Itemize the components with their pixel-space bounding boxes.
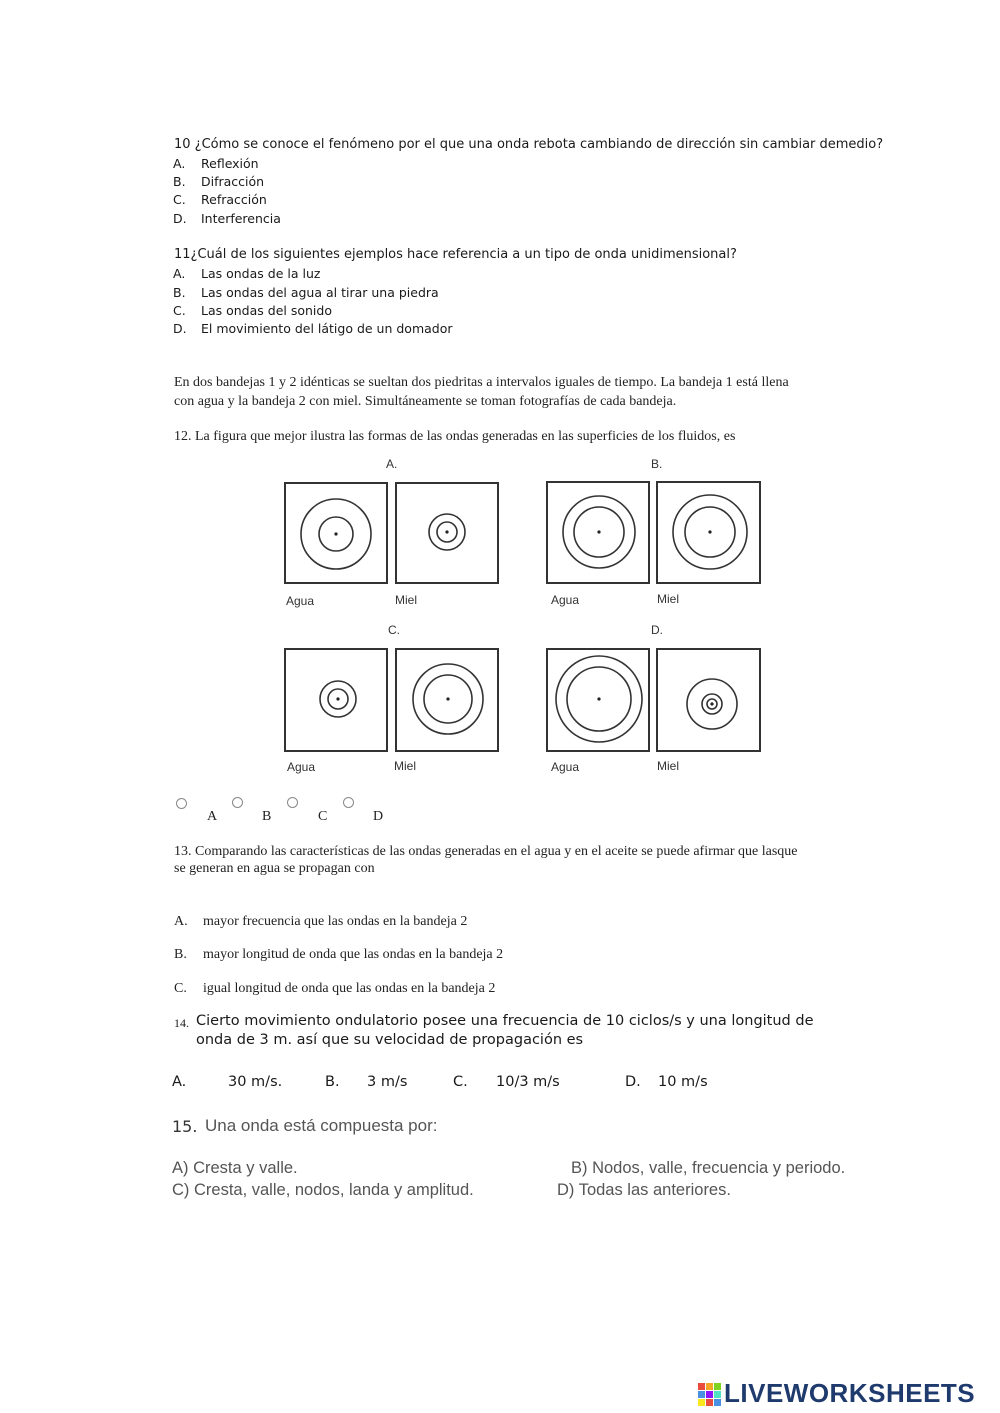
figure-a-honey-waves	[397, 484, 497, 582]
q13-option-c: C. igual longitud de onda que las ondas en la bandeja 2	[174, 981, 496, 996]
figure-d-honey-label: Miel	[657, 759, 680, 773]
q15-option-c: C) Cresta, valle, nodos, landa y amplitud.	[172, 1181, 474, 1199]
q14-option-c-text: 10/3 m/s	[496, 1074, 560, 1090]
figure-b-water-tray	[546, 481, 650, 584]
figure-a-honey-tray	[395, 482, 499, 584]
figure-c-honey-label: Miel	[394, 759, 417, 773]
q10-question: 10 ¿Cómo se conoce el fenómeno por el que una onda rebota cambiando de dirección sin cambiar demedio?	[174, 137, 884, 152]
figure-d-honey-tray	[656, 648, 761, 752]
figure-c-water-waves	[286, 650, 386, 750]
q14-question-line-2: onda de 3 m. así que su velocidad de propagación es	[196, 1032, 584, 1048]
figure-c-water-tray	[284, 648, 388, 752]
q13-question-line-1: 13. Comparando las características de las ondas generadas en el agua y en el aceite se puede afirmar que lasque	[174, 844, 798, 859]
q14-option-a-letter: A.	[172, 1074, 187, 1090]
q12-choice-b: B	[262, 809, 272, 824]
q13-question-line-2: se generan en agua se propagan con	[174, 861, 375, 876]
figure-b-honey-waves	[658, 483, 759, 582]
figure-d-water-waves	[548, 650, 648, 750]
figure-d-honey-waves	[658, 650, 759, 750]
q12-radio-a[interactable]	[176, 798, 187, 809]
q15-option-a: A) Cresta y valle.	[172, 1159, 298, 1177]
figure-d-water-tray	[546, 648, 650, 752]
figure-a-water-tray	[284, 482, 388, 584]
liveworksheets-brand: LIVEWORKSHEETS	[724, 1378, 976, 1408]
q12-choice-c: C	[318, 809, 328, 824]
q14-number: 14.	[174, 1016, 189, 1030]
context-line-1: En dos bandejas 1 y 2 idénticas se sueltan dos piedritas a intervalos iguales de tiempo. La bandeja 1 está llena	[174, 375, 789, 390]
q13-option-a: A. mayor frecuencia que las ondas en la bandeja 2	[174, 914, 468, 929]
q15-option-d: D) Todas las anteriores.	[557, 1181, 731, 1199]
q12-choice-a: A	[207, 809, 218, 824]
liveworksheets-logo-icon	[698, 1383, 722, 1407]
q14-option-b-letter: B.	[325, 1074, 340, 1090]
q12-radio-d[interactable]	[343, 797, 354, 808]
q12-choice-d: D	[373, 809, 384, 824]
figure-b-water-waves	[548, 483, 648, 582]
figure-c-honey-waves	[397, 650, 497, 750]
q12-radio-b[interactable]	[232, 797, 243, 808]
figure-c-honey-tray	[395, 648, 499, 752]
figure-a-label: A.	[386, 457, 398, 471]
figure-b-water-label: Agua	[551, 593, 580, 607]
q14-question-line-1: Cierto movimiento ondulatorio posee una frecuencia de 10 ciclos/s y una longitud de	[196, 1013, 814, 1029]
q14-option-c-letter: C.	[453, 1074, 468, 1090]
figure-c-water-label: Agua	[287, 760, 316, 774]
q14-option-d-text: 10 m/s	[658, 1074, 708, 1090]
figure-b-honey-tray	[656, 481, 761, 584]
figure-a-honey-label: Miel	[395, 593, 418, 607]
q12-radio-c[interactable]	[287, 797, 298, 808]
figure-c-label: C.	[388, 623, 400, 637]
q11-question: 11¿Cuál de los siguientes ejemplos hace referencia a un tipo de onda unidimensional?	[174, 247, 737, 262]
figure-b-honey-label: Miel	[657, 592, 680, 606]
figure-a-water-label: Agua	[286, 594, 315, 608]
q14-option-b-text: 3 m/s	[367, 1074, 408, 1090]
q15-number: 15.	[172, 1117, 198, 1136]
figure-d-water-label: Agua	[551, 760, 580, 774]
context-line-2: con agua y la bandeja 2 con miel. Simultáneamente se toman fotografías de cada bandeja.	[174, 394, 677, 409]
figure-d-label: D.	[651, 623, 663, 637]
figure-a-water-waves	[286, 484, 386, 582]
q15-option-b: B) Nodos, valle, frecuencia y periodo.	[571, 1159, 846, 1177]
q14-option-a-text: 30 m/s.	[228, 1074, 283, 1090]
q14-option-d-letter: D.	[625, 1074, 641, 1090]
figure-b-label: B.	[651, 457, 663, 471]
q15-question: Una onda está compuesta por:	[205, 1116, 438, 1135]
q12-question: 12. La figura que mejor ilustra las formas de las ondas generadas en las superficies de los fluidos, es	[174, 429, 736, 444]
q13-option-b: B. mayor longitud de onda que las ondas en la bandeja 2	[174, 947, 504, 962]
